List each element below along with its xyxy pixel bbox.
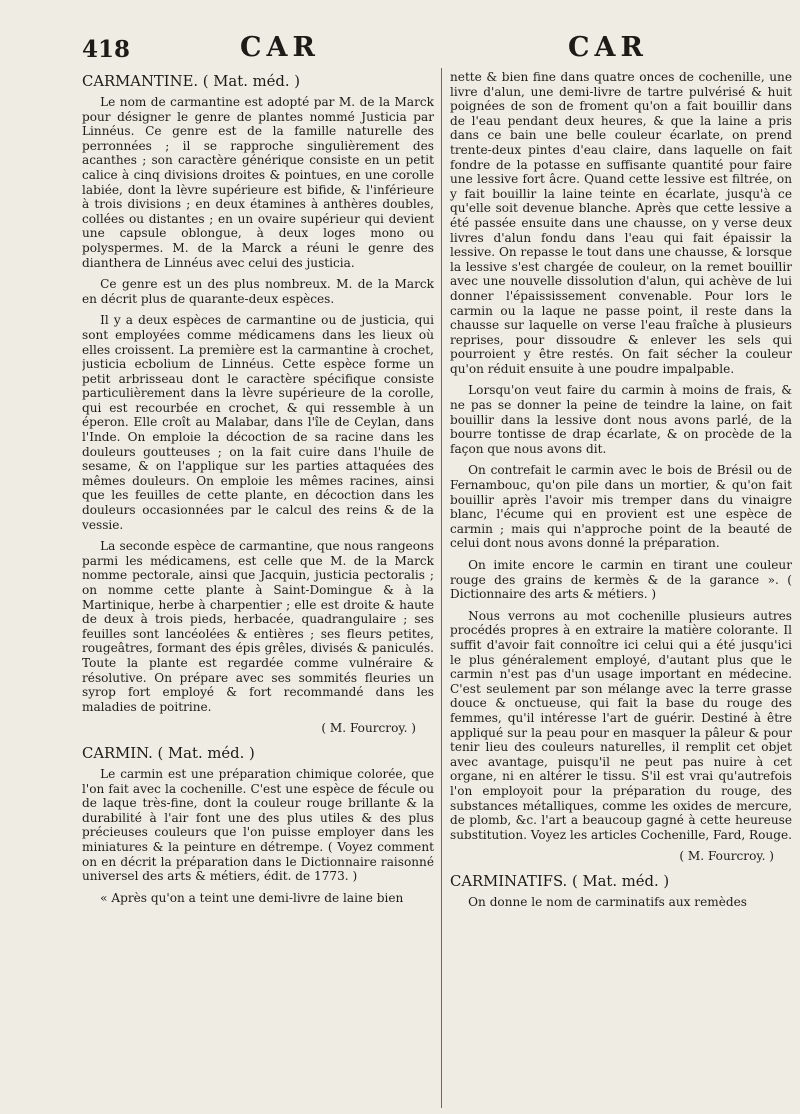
running-header <box>80 30 790 66</box>
carmin-paragraph-1: Le carmin est une préparation chimique colorée, que l'on fait avec la cochenille. C'est une espèce de fécule ou de laque très-fine, dont la couleur rouge brillante & la durabilité à l'air font une des plus utiles & des plus précieuses couleurs que l'on puisse employer dans les miniatures & la peinture en détrempe. ( Voyez comment on en décrit la préparation dans le Dictionnaire raisonné universel des arts & métiers, édit. de 1773. ) <box>82 766 434 884</box>
running-title-right: CAR <box>568 32 648 63</box>
carmin-paragraph-3: Lorsqu'on veut faire du carmin à moins de frais, & ne pas se donner la peine de teindre la laine, on fait bouillir dans la lessive dont nous avons parlé, de la bourre tontisse de drap écarlate, & on procède de la façon que nous avons dit. <box>450 383 792 456</box>
article-heading-carminatifs: CARMINATIFS. ( Mat. méd. ) <box>450 872 670 890</box>
running-title-left: CAR <box>240 32 320 63</box>
carmantine-paragraph-2: Ce genre est un des plus nombreux. M. de la Marck en décrit plus de quarante-deux espèces. <box>82 277 434 306</box>
carminatifs-paragraph-1: On donne le nom de carminatifs aux remèdes <box>468 894 747 909</box>
carmin-paragraph-4: On contrefait le carmin avec le bois de Brésil ou de Fernambouc, qu'on pile dans un mortier, & qu'on fait bouillir après l'avoir mis tremper dans du vinaigre blanc, l'écume qui en provient est une espèce de carmin ; mais qui n'approche point de la beauté de celui dont nous avons donné la préparation. <box>450 463 792 551</box>
carmin-paragraph-5: On imite encore le carmin en tirant une couleur rouge des grains de kermès & de la garance ». ( Dictionnaire des arts & métiers. ) <box>450 558 792 602</box>
author-signature-carmin: ( M. Fourcroy. ) <box>679 849 774 864</box>
carmantine-paragraph-4: La seconde espèce de carmantine, que nous rangeons parmi les médicamens, est celle que M. de la Marck nomme pectorale, ainsi que Jacquin, justicia pectoralis ; on nomme cette plante à Saint-Domingue & à la Martinique, herbe à charpentier ; elle est droite & haute de deux à trois pieds, herbacée, quadrangulaire ; ses feuilles sont lancéolées & entières ; ses fleurs petites, rougeâtres, formant des épis grêles, divisés & paniculés. Toute la plante est regardée comme vulnéraire & résolutive. On prépare avec ses sommités fleuries un syrop fort employé & fort recommandé dans les maladies de poitrine. <box>82 539 434 714</box>
left-column <box>82 70 434 1110</box>
carmantine-paragraph-3: Il y a deux espèces de carmantine ou de justicia, qui sont employées comme médicamens dans les lieux où elles croissent. La première est la carmantine à crochet, justicia ecbolium de Linnéus. Cette espèce forme un petit arbrisseau dont le caractère spécifique consiste particulièrement dans la lèvre supérieure de la corolle, qui est recourbée en crochet, & qui ressemble à un éperon. Elle croît au Malabar, dans l'île de Ceylan, dans l'Inde. On emploie la décoction de sa racine dans les douleurs goutteuses ; on la fait cuire dans l'huile de sesame, & on l'applique sur les parties attaquées des mêmes douleurs. On emploie les mêmes racines, ainsi que les feuilles de cette plante, en décoction dans les douleurs occasionnées par le calcul des reins & de la vessie. <box>82 313 434 532</box>
carmin-paragraph-2-continued: nette & bien fine dans quatre onces de cochenille, une livre d'alun, une demi-livre de tartre pulvérisé & huit poignées de son de froment qu'on a fait bouillir dans de l'eau pendant deux heures, & que la laine a pris dans ce bain une belle couleur écarlate, on prend trente-deux pintes d'eau claire, dans laquelle on fait fondre de la potasse en suffisante quantité pour faire une lessive fort âcre. Quand cette lessive est filtrée, on y fait bouillir la laine teinte en écarlate, jusqu'à ce qu'elle soit devenue blanche. Après que cette lessive a été passée ensuite dans une chausse, on y verse deux livres d'alun fondu dans l'eau qui fait épaissir la lessive. On repasse le tout dans une chausse, & lorsque la lessive s'est chargée de couleur, on la remet bouillir avec une nouvelle dissolution d'alun, qui achève de lui donner l'épaississement convenable. Pour lors le carmin ou la laque ne passe point, il reste dans la chausse sur laquelle on verse l'eau fraîche à plusieurs reprises, pour dissoudre & enlever les sels qui pourroient y être restés. On fait sécher la couleur qu'on réduit ensuite à une poudre impalpable. <box>450 70 792 376</box>
article-heading-carmantine: CARMANTINE. ( Mat. méd. ) <box>82 73 301 90</box>
right-column <box>450 70 792 1110</box>
carmin-paragraph-6: Nous verrons au mot cochenille plusieurs autres procédés propres à en extraire la matière colorante. Il suffit d'avoir fait connoître ici celui qui a été jusqu'ici le plus généralement employé, d'autant plus que le carmin n'est pas d'un usage important en médecine. C'est seulement par son mélange avec la terre grasse douce & onctueuse, qui fait la base du rouge des femmes, qu'il intéresse l'art de guérir. Destiné à être appliqué sur la peau pour en masquer la pâleur & pour tenir lieu des couleurs naturelles, il remplit cet objet avec avantage, puisqu'il ne peut pas nuire à cet organe, ni en altérer le tissu. S'il est vrai qu'autrefois l'on employoit pour la préparation du rouge, des substances métalliques, comme les oxides de mercure, de plomb, &c. l'art a beaucoup gagné à cette heureuse substitution. Voyez les articles Cochenille, Fard, Rouge. <box>450 608 792 842</box>
page-number: 418 <box>82 36 131 63</box>
carmantine-paragraph-1: Le nom de carmantine est adopté par M. de la Marck pour désigner le genre de plantes nommé Justicia par Linnéus. Ce genre est de la famille naturelle des perronnées ; il se rapproche singulièrement des acanthes ; son caractère générique consiste en un petit calice à cinq divisions droites & pointues, en une corolle labiée, dont la lèvre supérieure est bifide, & l'inférieure à trois divisions ; en deux étamines à anthères doubles, collées ou distantes ; en un ovaire supérieur qui devient une capsule oblongue, à deux loges mono ou polyspermes. M. de la Marck a réuni le genre des dianthera de Linnéus avec celui des justicia. <box>82 95 434 270</box>
article-heading-carmin: CARMIN. ( Mat. méd. ) <box>82 744 255 762</box>
column-divider <box>441 68 442 1108</box>
carmin-paragraph-2-start: « Après qu'on a teint une demi-livre de laine bien <box>100 890 404 905</box>
author-signature-carmantine: ( M. Fourcroy. ) <box>321 721 416 736</box>
